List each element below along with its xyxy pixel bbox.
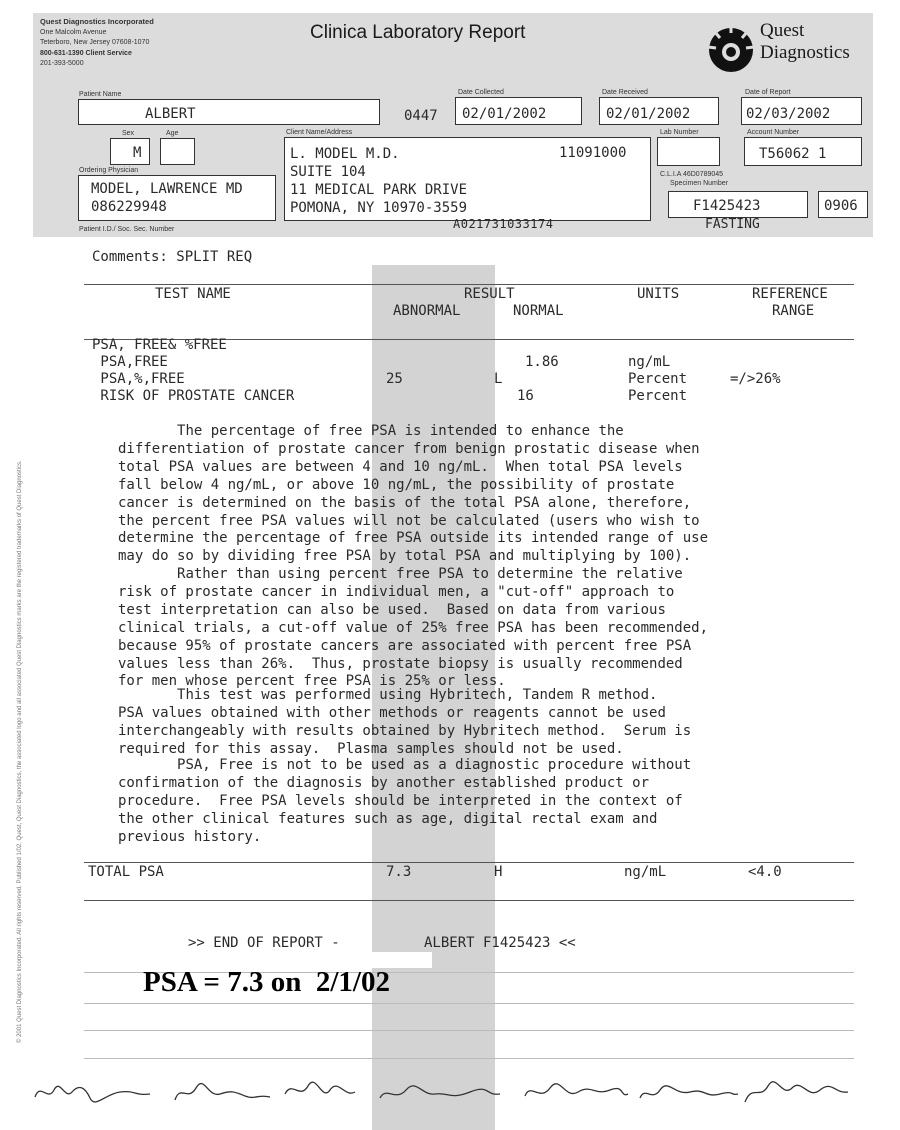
footer-rule-2	[84, 1030, 854, 1031]
date-reported-label: Date of Report	[745, 89, 791, 96]
row-psa-free-normal: 1.86	[525, 354, 559, 370]
patient-name-value: ALBERT	[145, 106, 196, 122]
company-address	[40, 17, 190, 70]
col-range: RANGE	[772, 303, 815, 319]
logo-text-quest: Quest	[760, 20, 805, 41]
lab-number-label: Lab Number	[660, 129, 699, 136]
col-reference: REFERENCE	[752, 286, 828, 302]
mid-code: 0447	[404, 108, 438, 124]
signature-5	[525, 1084, 628, 1096]
row-risk-name: RISK OF PROSTATE CANCER	[92, 388, 295, 404]
company-phone: 800-631-1390 Client Service	[40, 49, 132, 57]
specimen-number-field	[668, 191, 808, 218]
age-label: Age	[166, 130, 179, 137]
client-line-1: L. MODEL M.D.	[290, 146, 400, 162]
quest-logo-icon	[703, 20, 759, 76]
date-reported-value: 02/03/2002	[746, 106, 831, 122]
report-title: Clinica Laboratory Report	[310, 22, 526, 43]
psa-annotation: PSA = 7.3 on 2/1/02	[143, 966, 390, 998]
date-received-label: Date Received	[602, 89, 648, 96]
row-risk-units: Percent	[628, 388, 688, 404]
row-risk-normal: 16	[517, 388, 534, 404]
comments: Comments: SPLIT REQ	[92, 249, 253, 265]
total-bottom-rule	[84, 900, 854, 901]
specimen-number-value: F1425423	[693, 198, 761, 214]
col-abnormal: ABNORMAL	[393, 303, 461, 319]
client-line-3: 11 MEDICAL PARK DRIVE	[290, 182, 468, 198]
total-psa-units: ng/mL	[624, 864, 667, 880]
paragraph-3: This test was performed using Hybritech, Tandem R method. PSA values obtained with other methods or reagents cannot be used interchangeably with results obtained by Hybritech method. Serum is required for this assay. Plasma samples should not be used.	[118, 687, 692, 757]
total-top-rule	[84, 862, 854, 863]
patient-name-label: Patient Name	[79, 91, 122, 98]
company-phone-2: 201-393-5000	[40, 60, 84, 67]
physician-id: 086229948	[91, 199, 167, 215]
total-psa-abnormal: 7.3	[386, 864, 412, 880]
specimen-label: Specimen Number	[670, 180, 728, 187]
signature-row	[30, 1072, 870, 1117]
row-psa-pct-flag: L	[494, 371, 503, 387]
date-collected-value: 02/01/2002	[462, 106, 547, 122]
physician-label: Ordering Physician	[79, 167, 139, 174]
col-result: RESULT	[464, 286, 515, 302]
date-received-field	[599, 97, 719, 125]
signature-7	[745, 1082, 848, 1102]
row-psa-pct-units: Percent	[628, 371, 688, 387]
clia-label: C.L.I.A 46D0789045	[660, 171, 724, 178]
quest-logo	[703, 20, 759, 76]
total-psa-ref: <4.0	[748, 864, 782, 880]
row-psa-pct-ref: =/>26%	[730, 371, 781, 387]
col-test-name: TEST NAME	[155, 286, 231, 302]
signature-2	[175, 1084, 270, 1100]
logo-wordmark	[760, 20, 850, 64]
paragraph-1: The percentage of free PSA is intended to enhance the differentiation of prostate cancer from benign prostatic disease when total PSA values are between 4 and 10 ng/mL. When total PSA levels fall below 4 ng/mL, or above 10 ng/mL, the possibility of prostate cancer is determined on the basis of the total PSA alone, therefore, the percent free PSA values will not be calculated (users who wish to determine the percentage of free PSA outside its intended range of use may do so by dividing free PSA by total PSA and multiplying by 100).	[118, 423, 709, 565]
client-line-4: POMONA, NY 10970-3559	[290, 200, 468, 216]
account-number-value: T56062 1	[759, 146, 827, 162]
fasting-text: FASTING	[705, 217, 760, 232]
row-psa-pct-abnormal: 25	[386, 371, 403, 387]
time-collected-value: 0906	[824, 198, 858, 214]
row-psa-pct-name: PSA,%,FREE	[92, 371, 185, 387]
company-name: Quest Diagnostics Incorporated	[40, 17, 154, 26]
total-psa-name: TOTAL PSA	[88, 864, 164, 880]
physician-field	[78, 175, 276, 221]
time-collected-field	[818, 191, 868, 218]
side-note	[17, 460, 23, 1043]
end-of-report: >> END OF REPORT - ALBERT F1425423 <<	[188, 935, 576, 951]
date-reported-field	[741, 97, 862, 125]
barcode-text: A021731033174	[453, 217, 554, 231]
row-psa-free-units: ng/mL	[628, 354, 671, 370]
account-label: Account Number	[747, 129, 800, 136]
company-city: Teterboro, New Jersey 07608-1070	[40, 39, 150, 46]
sex-field	[110, 138, 150, 165]
row-psa-free-name: PSA,FREE	[92, 354, 168, 370]
signature-6	[640, 1086, 738, 1098]
patient-id-label: Patient I.D./ Soc. Sec. Number	[79, 226, 175, 233]
date-collected-label: Date Collected	[458, 89, 504, 96]
paragraph-4: PSA, Free is not to be used as a diagnostic procedure without confirmation of the diagnosis by another established product or procedure. Free PSA levels should be interpreted in the context of the other clinical features such as age, digital rectal exam and previous history.	[118, 757, 692, 845]
sex-value: M	[133, 145, 142, 161]
sex-label: Sex	[122, 130, 135, 137]
footer-rule-1	[84, 1003, 854, 1004]
paragraph-2: Rather than using percent free PSA to determine the relative risk of prostate cancer in individual men, a "cut-off" approach to test interpretation can also be used. Based on data from various clinical trials, a cut-off value of 25% free PSA has been recommended, because 95% of prostate cancers are associated with percent free PSA values less than 26%. Thus, prostate biopsy is usually recommended for men whose percent free PSA is 25% or less.	[118, 566, 709, 690]
physician-name: MODEL, LAWRENCE MD	[91, 181, 243, 197]
table-top-rule	[84, 284, 854, 285]
footer-rule-3	[84, 1058, 854, 1059]
total-psa-flag: H	[494, 864, 503, 880]
client-line-2: SUITE 104	[290, 164, 366, 180]
company-street: One Malcolm Avenue	[40, 28, 107, 36]
col-normal: NORMAL	[513, 303, 564, 319]
client-number: 11091000	[559, 145, 627, 161]
client-label: Client Name/Address	[286, 129, 353, 136]
lab-number-field	[657, 137, 720, 166]
signature-3	[285, 1082, 355, 1094]
date-received-value: 02/01/2002	[606, 106, 691, 122]
account-number-field	[744, 137, 862, 166]
row-psa-free-group: PSA, FREE& %FREE	[92, 337, 227, 353]
age-field	[160, 138, 195, 165]
side-note-text: © 2001 Quest Diagnostics Incorporated. All rights reserved. Published 1/02. Quest, Quest Diagnostics, the associated logo and all associated Quest Diagnostics marks are the registered trademarks of Quest Diagnostics.	[17, 460, 23, 1043]
signature-4	[380, 1086, 500, 1098]
signature-1	[35, 1086, 150, 1102]
date-collected-field	[455, 97, 582, 125]
logo-text-diagnostics: Diagnostics	[760, 42, 850, 63]
patient-name-field	[78, 99, 380, 125]
col-units: UNITS	[637, 286, 680, 302]
